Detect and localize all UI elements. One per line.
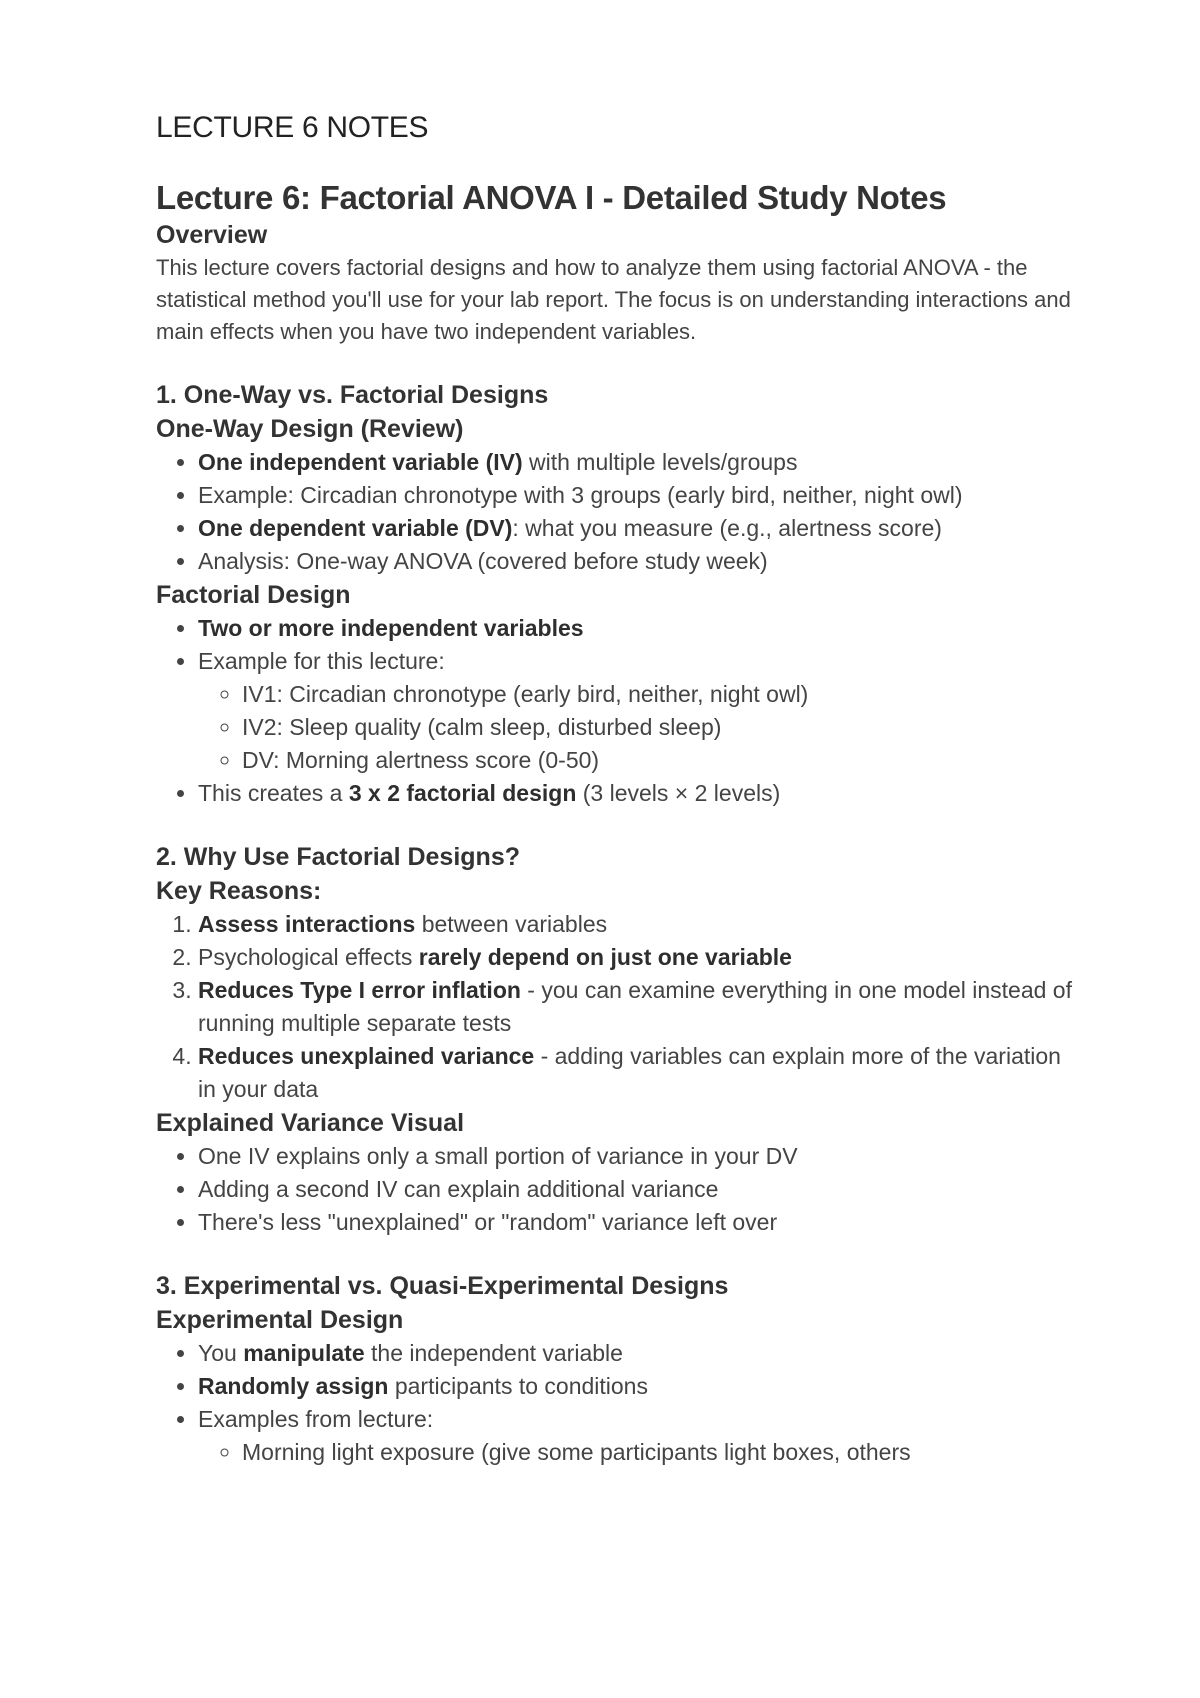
list-item: 1. Assess interactions between variables — [198, 908, 1076, 941]
section2-heading: 2. Why Use Factorial Designs? — [156, 843, 520, 871]
overview-text: This lecture covers factorial designs and how to analyze them using factorial ANOVA - the statistical method you'll use for your lab report. The focus is on understanding interactions and main effects when you have two independent variables. — [156, 255, 1071, 344]
list-item: • Examples from lecture: ◦ Morning light exposure (give some participants light boxes, others — [198, 1403, 1076, 1469]
sub-list-item: ◦ Morning light exposure (give some participants light boxes, others — [242, 1436, 1076, 1469]
list-item: • Analysis: One-way ANOVA (covered before study week) — [198, 545, 1076, 578]
oneway-list — [156, 446, 1076, 578]
experimental-list — [156, 1337, 1076, 1469]
section3-heading: 3. Experimental vs. Quasi-Experimental Designs — [156, 1272, 729, 1300]
list-item: • Example: Circadian chronotype with 3 groups (early bird, neither, night owl) — [198, 479, 1076, 512]
list-item: • There's less "unexplained" or "random" variance left over — [198, 1206, 1076, 1239]
key-reasons-heading: Key Reasons: — [156, 877, 322, 905]
factorial-list — [156, 612, 1076, 810]
explained-variance-heading: Explained Variance Visual — [156, 1109, 465, 1137]
section1-heading: 1. One-Way vs. Factorial Designs — [156, 381, 549, 409]
list-item: • One dependent variable (DV): what you measure (e.g., alertness score) — [198, 512, 1076, 545]
list-item: 4. Reduces unexplained variance - adding variables can explain more of the variation in your data — [198, 1040, 1076, 1106]
key-reasons-list — [156, 908, 1076, 1106]
factorial-sublist — [198, 678, 1076, 777]
list-item: • Randomly assign participants to conditions — [198, 1370, 1076, 1403]
factorial-heading: Factorial Design — [156, 581, 351, 609]
list-item: • Adding a second IV can explain additional variance — [198, 1173, 1076, 1206]
experimental-heading: Experimental Design — [156, 1306, 404, 1334]
list-item: • This creates a 3 x 2 factorial design (3 levels × 2 levels) — [198, 777, 1076, 810]
oneway-heading: One-Way Design (Review) — [156, 415, 464, 443]
sub-list-item: ◦ DV: Morning alertness score (0-50) — [242, 744, 1076, 777]
sub-list-item: ◦ IV2: Sleep quality (calm sleep, disturbed sleep) — [242, 711, 1076, 744]
main-title: Lecture 6: Factorial ANOVA I - Detailed Study Notes — [156, 179, 947, 216]
sub-list-item: ◦ IV1: Circadian chronotype (early bird, neither, night owl) — [242, 678, 1076, 711]
list-item: 2. Psychological effects rarely depend on just one variable — [198, 941, 1076, 974]
list-item: 3. Reduces Type I error inflation - you can examine everything in one model instead of running multiple separate tests — [198, 974, 1076, 1040]
explained-variance-list — [156, 1140, 1076, 1239]
list-item: • Example for this lecture: ◦ IV1: Circadian chronotype (early bird, neither, night owl) ◦ IV2: Sleep quality (calm sleep, disturbed sleep) ◦ DV: Morning alertness score (0-50) — [198, 645, 1076, 777]
list-item: • You manipulate the independent variable — [198, 1337, 1076, 1370]
list-item: • One IV explains only a small portion of variance in your DV — [198, 1140, 1076, 1173]
list-item: • Two or more independent variables — [198, 612, 1076, 645]
overview-heading: Overview — [156, 221, 268, 249]
list-item: • One independent variable (IV) with multiple levels/groups — [198, 446, 1076, 479]
experimental-sublist — [198, 1436, 1076, 1469]
document-content — [156, 110, 1076, 1469]
document-title: LECTURE 6 NOTES — [156, 111, 429, 144]
